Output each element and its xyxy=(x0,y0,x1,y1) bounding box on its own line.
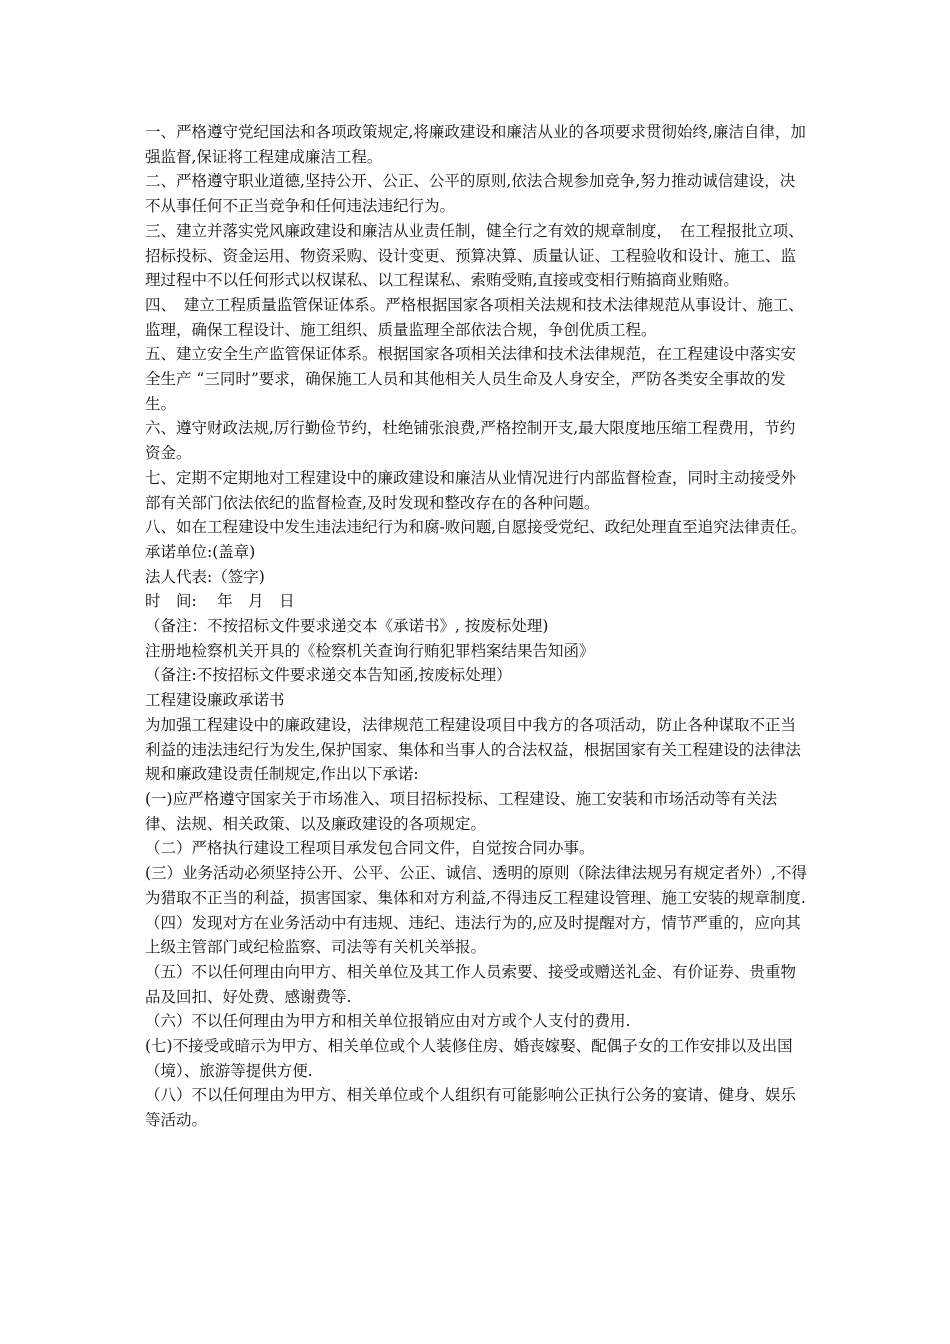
legal-representative-line: 法人代表:（签字) xyxy=(145,567,265,586)
date-line: 时 间: 年 月 日 xyxy=(145,592,295,611)
intro-paragraph: 为加强工程建设中的廉政建设，法律规范工程建设项目中我方的各项活动，防止各种谋取不正当利益的违法违纪行为发生,保护国家、集体和当事人的合法权益，根据国家有关工程建设的法律法规和廉政建设责任制规定,作出以下承诺: xyxy=(145,715,801,784)
pledge-item-1: 一、严格遵守党纪国法和各项政策规定,将廉政建设和廉洁从业的各项要求贯彻始终,廉洁自律，加强监督,保证将工程建成廉洁工程。 xyxy=(145,123,806,166)
commitment-item-5: （五）不以任何理由向甲方、相关单位及其工作人员索要、接受或赠送礼金、有价证券、贵重物品及回扣、好处费、感谢费等. xyxy=(145,962,797,1006)
commitment-item-1: (一)应严格遵守国家关于市场准入、项目招标投标、工程建设、施工安装和市场活动等有关法律、法规、相关政策、以及廉政建设的各项规定。 xyxy=(145,789,778,833)
certificate-line: 注册地检察机关开具的《检察机关查询行贿犯罪档案结果告知函》 xyxy=(145,641,595,660)
commitment-item-7: (七)不接受或暗示为甲方、相关单位或个人装修住房、婚丧嫁娶、配偶子女的工作安排以及出国（境）、旅游等提供方便. xyxy=(145,1037,793,1080)
pledge-item-8: 八、如在工程建设中发生违法违纪行为和腐-败问题,自愿接受党纪、政纪处理直至追究法律责任。 xyxy=(145,518,807,537)
section-title: 工程建设廉政承诺书 xyxy=(145,691,285,710)
pledge-item-2: 二、严格遵守职业道德,坚持公开、公正、公平的原则,依法合规参加竞争,努力推动诚信建设，决不从事任何不正当竞争和任何违法违纪行为。 xyxy=(145,172,796,216)
signing-unit-line: 承诺单位:(盖章) xyxy=(145,542,256,561)
note-line-1: （备注：不按招标文件要求递交本《承诺书》, 按废标处理) xyxy=(145,617,549,636)
commitment-item-3: (三）业务活动必须坚持公开、公平、公正、诚信、透明的原则（除法律法规另有规定者外）,不得为猎取不正当的利益，损害国家、集体和对方利益,不得违反工程建设管理、施工安装的规章制度. xyxy=(145,864,807,907)
commitment-item-4: （四）发现对方在业务活动中有违规、违纪、违法行为的,应及时提醒对方，情节严重的，应向其上级主管部门或纪检监察、司法等有关机关举报。 xyxy=(145,913,801,957)
document-body xyxy=(145,120,807,1133)
pledge-item-7: 七、定期不定期地对工程建设中的廉政建设和廉洁从业情况进行内部监督检查，同时主动接受外部有关部门依法依纪的监督检查,及时发现和整改存在的各种问题。 xyxy=(145,468,797,512)
commitment-item-8: （八）不以任何理由为甲方、相关单位或个人组织有可能影响公正执行公务的宴请、健身、娱乐等活动。 xyxy=(145,1086,797,1130)
note-line-2: （备注:不按招标文件要求递交本告知函,按废标处理） xyxy=(145,666,512,685)
commitment-item-6: （六）不以任何理由为甲方和相关单位报销应由对方或个人支付的费用. xyxy=(145,1012,631,1031)
pledge-item-3: 三、建立并落实党风廉政建设和廉洁从业责任制，健全行之有效的规章制度， 在工程报批立项、招标投标、资金运用、物资采购、设计变更、预算决算、质量认证、工程验收和设计、施工、监理过程中不以任何形式以权谋私、以工程谋私、索贿受贿,直接或变相行贿搞商业贿赂。 xyxy=(145,221,804,290)
commitment-item-2: （二）严格执行建设工程项目承发包合同文件，自觉按合同办事。 xyxy=(145,839,595,858)
pledge-item-6: 六、遵守财政法规,厉行勤俭节约，杜绝铺张浪费,严格控制开支,最大限度地压缩工程费用，节约资金。 xyxy=(145,419,796,463)
pledge-item-5: 五、建立安全生产监管保证体系。根据国家各项相关法律和技术法律规范，在工程建设中落实安全生产 “三同时”要求，确保施工人员和其他相关人员生命及人身安全，严防各类安全事故的发生。 xyxy=(145,345,797,413)
pledge-item-4: 四、 建立工程质量监管保证体系。严格根据国家各项相关法规和技术法律规范从事设计、施工、监理，确保工程设计、施工组织、质量监理全部依法合规，争创优质工程。 xyxy=(145,295,804,339)
